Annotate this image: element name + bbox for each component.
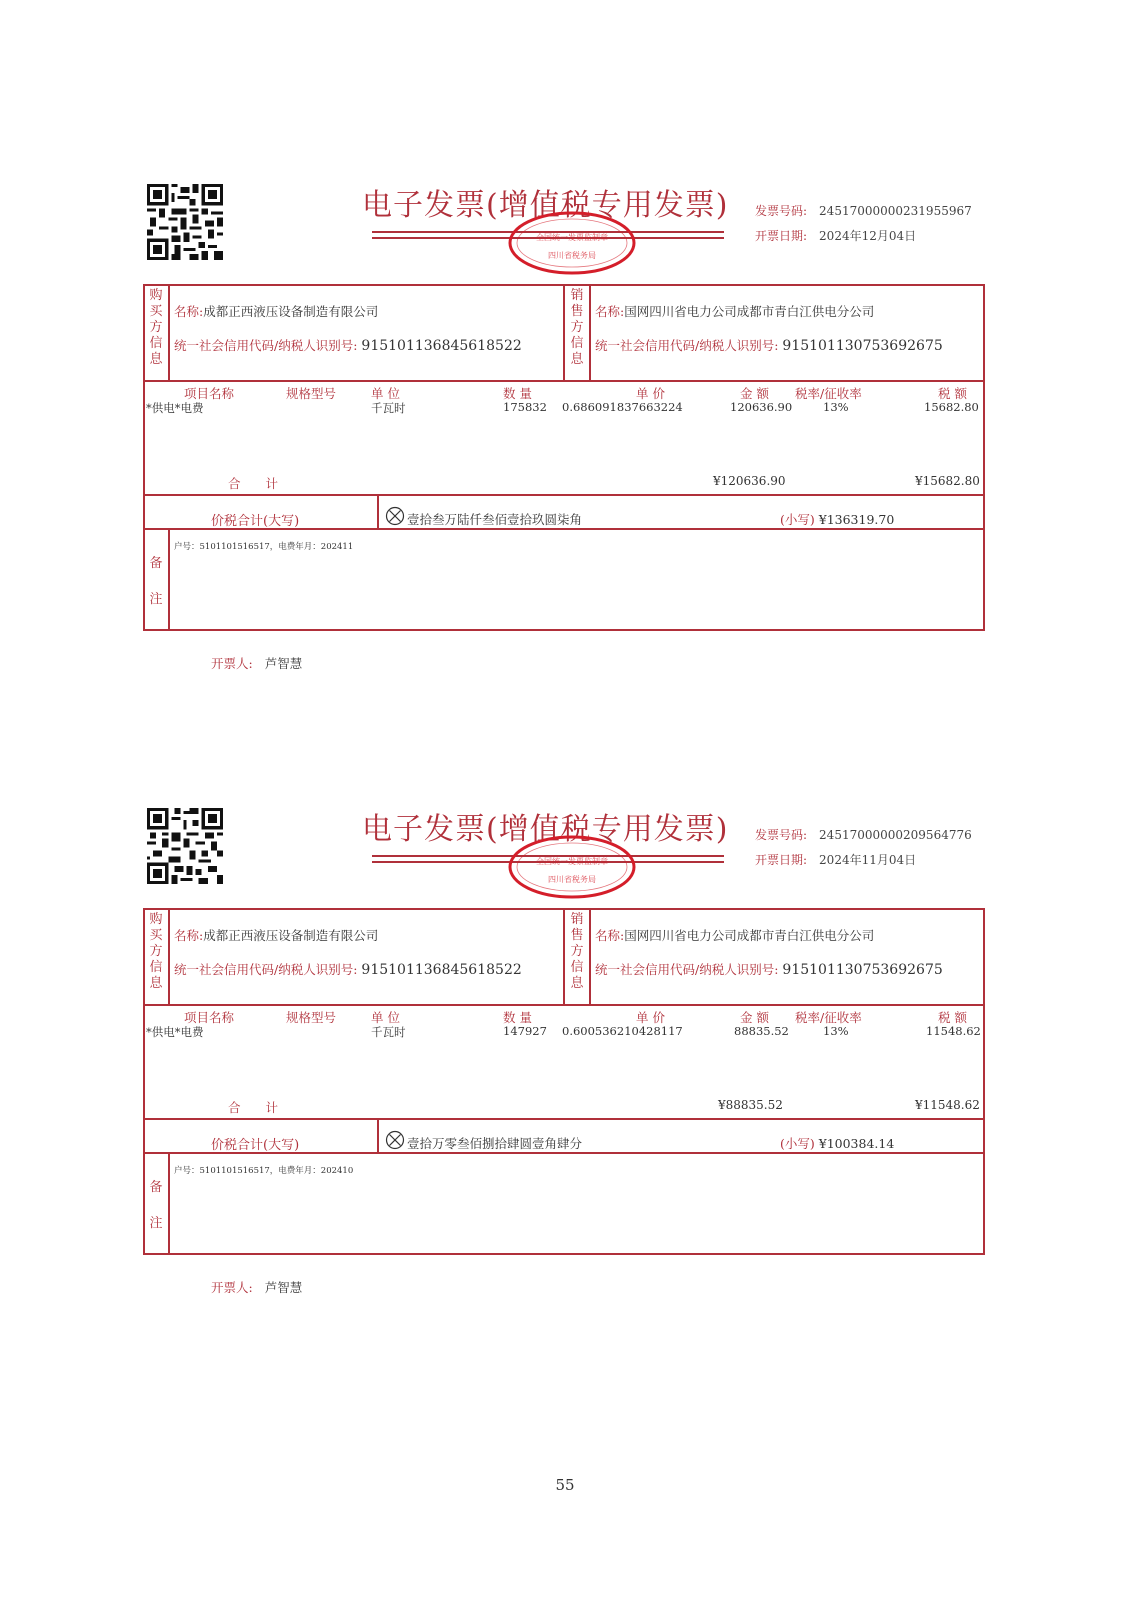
buyer-tax-id <box>174 960 522 978</box>
invoice-1 <box>0 176 1130 696</box>
seller-name-value: 国网四川省电力公司成都市青白江供电分公司 <box>624 304 875 319</box>
header-unit-price: 单 价 <box>636 386 665 401</box>
issuer-label: 开票人: <box>211 656 253 671</box>
buyer-section-label: 购买方信息 <box>149 288 163 367</box>
item-tax: 11548.62 <box>926 1024 981 1038</box>
buyer-tax-id <box>174 336 522 354</box>
item-unit: 千瓦时 <box>371 1025 406 1039</box>
header-tax: 税 额 <box>938 386 967 401</box>
seller-name-value: 国网四川省电力公司成都市青白江供电分公司 <box>624 928 875 943</box>
issuer-name: 芦智慧 <box>264 1280 303 1295</box>
item-unit: 千瓦时 <box>371 401 406 415</box>
item-unit-price: 0.686091837663224 <box>562 400 683 414</box>
total-label: 合 计 <box>228 1100 279 1115</box>
seller-tax-id-value: 915101130753692675 <box>782 962 943 978</box>
circled-x-icon <box>385 1130 405 1150</box>
item-amount: 88835.52 <box>734 1024 789 1038</box>
page-number: 55 <box>555 1476 575 1494</box>
header-quantity: 数 量 <box>503 1010 532 1025</box>
remark-text: 户号：5101101516517，电费年月：202410 <box>174 1166 354 1176</box>
item-amount: 120636.90 <box>730 400 793 414</box>
issuer-name: 芦智慧 <box>264 656 303 671</box>
divider <box>589 908 591 1004</box>
qr-code-icon <box>147 808 223 884</box>
svg-text:四川省税务局: 四川省税务局 <box>548 875 596 884</box>
seller-name <box>595 302 874 320</box>
buyer-tax-id-value: 915101136845618522 <box>361 338 522 354</box>
header-spec: 规格型号 <box>286 1010 337 1025</box>
divider <box>168 528 170 631</box>
issuer <box>211 654 302 672</box>
seller-name-label: 名称: <box>595 928 625 943</box>
invoice-date-value: 2024年11月04日 <box>819 853 917 867</box>
invoice-date <box>755 227 916 244</box>
qr-code-icon <box>147 184 223 260</box>
seller-name <box>595 926 874 944</box>
divider <box>377 494 379 528</box>
invoice-number <box>755 826 972 843</box>
tax-total-capital-label: 价税合计(大写) <box>211 1138 300 1153</box>
item-quantity: 175832 <box>503 400 547 414</box>
divider <box>143 494 985 496</box>
buyer-name <box>174 302 378 320</box>
total-label: 合 计 <box>228 476 279 491</box>
item-tax-rate: 13% <box>823 400 849 414</box>
buyer-name-value: 成都正西液压设备制造有限公司 <box>203 304 379 319</box>
seller-tax-id-label: 统一社会信用代码/纳税人识别号: <box>595 338 779 353</box>
seller-tax-id-value: 915101130753692675 <box>782 338 943 354</box>
remark-label: 备注 <box>149 1180 163 1231</box>
divider <box>168 1152 170 1255</box>
invoice-date-value: 2024年12月04日 <box>819 229 917 243</box>
item-tax: 15682.80 <box>924 400 979 414</box>
item-name: *供电*电费 <box>146 401 204 415</box>
divider <box>377 1118 379 1152</box>
tax-total-small <box>780 510 894 528</box>
total-tax: ¥11548.62 <box>915 1098 980 1112</box>
buyer-tax-id-value: 915101136845618522 <box>361 962 522 978</box>
remark-label: 备注 <box>149 556 163 607</box>
header-item-name: 项目名称 <box>184 386 235 401</box>
tax-seal-stamp <box>507 210 637 276</box>
tax-total-small-label: (小写) <box>780 512 815 527</box>
total-tax: ¥15682.80 <box>915 474 980 488</box>
header-unit: 单 位 <box>371 386 400 401</box>
buyer-name-label: 名称: <box>174 304 204 319</box>
seller-section-label: 销售方信息 <box>570 288 584 367</box>
svg-text:全国统一发票监制章: 全国统一发票监制章 <box>536 857 608 866</box>
item-unit-price: 0.600536210428117 <box>562 1024 683 1038</box>
tax-total-capital-label: 价税合计(大写) <box>211 514 300 529</box>
buyer-tax-id-label: 统一社会信用代码/纳税人识别号: <box>174 338 358 353</box>
item-quantity: 147927 <box>503 1024 547 1038</box>
header-item-name: 项目名称 <box>184 1010 235 1025</box>
total-amount: ¥120636.90 <box>713 474 786 488</box>
divider <box>168 284 170 380</box>
buyer-name-label: 名称: <box>174 928 204 943</box>
buyer-name <box>174 926 378 944</box>
tax-seal-stamp <box>507 834 637 900</box>
invoice-2 <box>0 800 1130 1320</box>
invoice-date <box>755 851 916 868</box>
header-tax: 税 额 <box>938 1010 967 1025</box>
invoice-date-label: 开票日期: <box>755 229 808 243</box>
tax-total-capital-value: 壹拾万零叁佰捌拾肆圆壹角肆分 <box>407 1136 583 1151</box>
buyer-name-value: 成都正西液压设备制造有限公司 <box>203 928 379 943</box>
invoice-date-label: 开票日期: <box>755 853 808 867</box>
issuer <box>211 1278 302 1296</box>
invoice-number-label: 发票号码: <box>755 828 808 842</box>
divider <box>143 528 985 530</box>
invoice-title: 电子发票(增值税专用发票) <box>362 812 729 847</box>
seller-tax-id <box>595 960 943 978</box>
invoice-title: 电子发票(增值税专用发票) <box>362 188 729 223</box>
header-tax-rate: 税率/征收率 <box>795 1010 862 1025</box>
issuer-label: 开票人: <box>211 1280 253 1295</box>
circled-x-icon <box>385 506 405 526</box>
header-unit: 单 位 <box>371 1010 400 1025</box>
seller-section-label: 销售方信息 <box>570 912 584 991</box>
header-unit-price: 单 价 <box>636 1010 665 1025</box>
divider <box>143 1152 985 1154</box>
header-spec: 规格型号 <box>286 386 337 401</box>
divider <box>143 1004 985 1006</box>
buyer-tax-id-label: 统一社会信用代码/纳税人识别号: <box>174 962 358 977</box>
svg-text:四川省税务局: 四川省税务局 <box>548 251 596 260</box>
tax-total-small-value: ¥100384.14 <box>818 1136 895 1151</box>
invoice-number-value: 24517000000231955967 <box>819 204 972 218</box>
header-quantity: 数 量 <box>503 386 532 401</box>
divider <box>143 380 985 382</box>
svg-text:全国统一发票监制章: 全国统一发票监制章 <box>536 233 608 242</box>
header-amount: 金 额 <box>740 1010 769 1025</box>
invoice-number-label: 发票号码: <box>755 204 808 218</box>
tax-total-small <box>780 1134 894 1152</box>
item-name: *供电*电费 <box>146 1025 204 1039</box>
header-amount: 金 额 <box>740 386 769 401</box>
tax-total-small-value: ¥136319.70 <box>818 512 895 527</box>
invoice-number <box>755 202 972 219</box>
total-amount: ¥88835.52 <box>718 1098 783 1112</box>
divider <box>143 1118 985 1120</box>
seller-name-label: 名称: <box>595 304 625 319</box>
tax-total-small-label: (小写) <box>780 1136 815 1151</box>
buyer-section-label: 购买方信息 <box>149 912 163 991</box>
remark-text: 户号：5101101516517，电费年月：202411 <box>174 542 354 552</box>
tax-total-capital-value: 壹拾叁万陆仟叁佰壹拾玖圆柒角 <box>407 512 583 527</box>
header-tax-rate: 税率/征收率 <box>795 386 862 401</box>
item-tax-rate: 13% <box>823 1024 849 1038</box>
divider <box>168 908 170 1004</box>
invoice-number-value: 24517000000209564776 <box>819 828 972 842</box>
seller-tax-id <box>595 336 943 354</box>
seller-tax-id-label: 统一社会信用代码/纳税人识别号: <box>595 962 779 977</box>
divider <box>589 284 591 380</box>
